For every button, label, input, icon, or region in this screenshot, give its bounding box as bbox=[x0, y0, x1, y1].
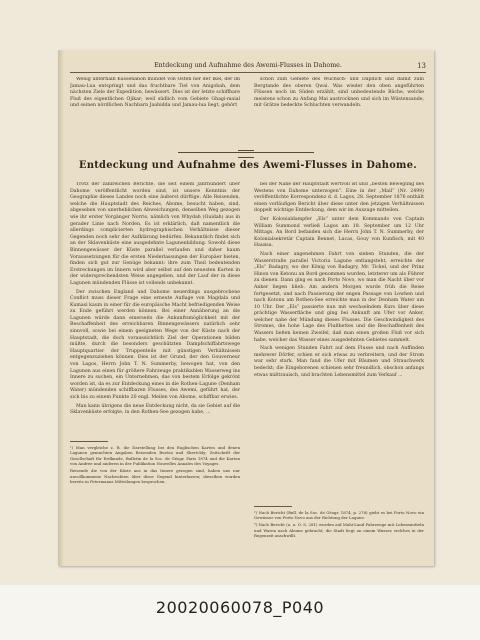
ornamental-divider bbox=[178, 152, 314, 153]
footnote-rule bbox=[70, 441, 108, 442]
running-head-title: Entdeckung und Aufnahme des Awemi-Flusses in Dahome. bbox=[154, 62, 342, 69]
section-title: Entdeckung und Aufnahme des Awemi-Flusses in Dahome. bbox=[79, 160, 417, 171]
footnote: Reisende die von der Küste aus in das Innere gezogen sind, haben uns nur unvollkommene Nachrichten über diese Gegend hinterlassen; dieselben wurden bereits in Petermanns Mitteilungen besprochen. bbox=[70, 468, 240, 484]
paragraph: Nach einer angenehmen Fahrt von sieben Stunden, die der Wasserstraße parallel Victoria Lagune entlangsteht, erreichte der „Els“ Badagry, wo der König von Badagry, Mr. Tickel, und der Prinz Hinon von Ketonu an Bord genommen wurden, letzterer um als Führer zu dienen. Dann ging es nach Porto Novo, wo man die Nacht über vor Anker liegen blieb. Am andern Morgen wurde früh die Reise fortgesetzt, und nach Passierung der engen Passage von Lowhen und nach Kotonu am Rothen-See erreichte man in der Denham Water um 10 Uhr. Der „Els“ passierte nun mit wechselndem Kurs über diese prächtige Wasserfläche und ging bei Ankunft am Ufer vor Anker, welcher nahe der Mündung dieses Flusses. Die Geschwindigkeit des Stromes, die hohe Lage des Flußbettes und die Beschaffenheit des Wassers ließen keinen Zweifel, daß man einen großen Fluß vor sich habe, welcher das Wasser eines ausgedehnten Gebietes sammelt. bbox=[254, 251, 424, 343]
spine-shadow bbox=[58, 50, 64, 566]
body-left-column bbox=[70, 182, 240, 436]
paragraph: Trotz der zahlreichen Berichte, die seit einem Jahrhundert über Dahome veröffentlicht worden sind, ist unsere Kenntnis der Geographie dieses Landes noch eine äußerst dürftige. Alle Reisenden, welche die Hauptstadt des Reiches, Abome, besucht haben, sind, abgesehen von unerheblichen Abweichungen, denselben Weg gezogen wie ihr erster Vorgänger Norris, nämlich von Whydah (Ouidah) aus in gerader Linie nach Norden. Es ist erklärlich, daß namentlich die allerdings complicierten hydrographischen Verhältnisse dieser Gegenden noch sehr der Aufklärung bedürfen. Bekanntlich findet sich an der Sklavenküste eine ausgedehnte Lagunenbildung. Sowohl diese Binnengewässer der Küste parallel verlaufen und daher kaum Voraussetzungen für die ersten Niederlassungen der Europäer bieten, finden sich gut zur Genüge bekannt: ihre zum Theil bedeutenden Erstreckungen im Innern wird aber selbst auf den neuesten Karten in der widersprechendsten Weise angegeben, und der Lauf der in diese Lagunen mündenden Flüsse ist vollends unbekannt. bbox=[70, 182, 240, 286]
paragraph: schon zum Gebiete des Wuchsch- und Dapdich und damit zum Bergtande des oberen Qwai. Was wieder den oben angeführten Flüssen noch im Süden erzählt, sind unbedeutende Bäche, welche meistens schon zu Anfang Mai austrocknen und sich im Wüstensande, mit Grätze bedeckte Schluchten verwandeln. bbox=[254, 77, 424, 109]
paragraph: Man kann übrigens die neue Entdeckung nicht, da sie Gebiet auf die Sklavenküste erfolgte, in den Rothen-See gezogen habe, ... bbox=[70, 403, 240, 416]
top-right-column bbox=[254, 77, 424, 143]
paragraph: Der zwischen England und Dahome neuerdings ausgebrochene Conflict muss dieser Frage eine erneute Auflage von Magdala und Kumasi kaum in einer für die europäische Macht befriedigenden Weise zu Ende geführt werden können. Bei einer Annäherung an die Lagunen würde dann einerseits die Ankunftsmöglichkeit mit der Beschaffenheit des erreichbaren Binnengewässers natürlich sehr sinnvoll, sowie bei einem geeigneten Wege von der Küste nach der Hauptstadt, die doch voraussichtlich Ziel der Operationen bilden müßte, durch die besonders geschützten Dampfschiffahrtswege Hauptquartier der Truppenteile mit günstigen Verhältnissen entgegenzuziehen können. Dies ist der Grund, der den Gouverneur von Lagos, Herrn John T. N. Summerby, bewogen hat, von den Lagunen aus einen für größere Fahrzeuge praktikablen Wasserweg ins Innere zu suchen, ein Unternehmen, das von bestem Erfolge gekrönt worden ist, da es zur Entdeckung eines in die Rothen-Lagune (Denham Water) mündenden schiffbaren Flusses, des Awemi, geführt hat, der sich bis zu einem Punkte 20 engl. Meilen von Abome, schiffbar erwies. bbox=[70, 289, 240, 400]
paragraph: bei der Nähe der Hauptstadt wertvoll ist und „besten Bewegung des Westens von Dahome unterzogen“. Eine in der „Mail“ (Nr. 2499) veröffentlichte Korrespondenz d. d. Lagos, 28. September 1876 enthält einen vorläufigen Bericht über diese unter den jetzigen Verhältnissen doppelt wichtige Entdeckung, dem wir im Auszuge mitteilen. bbox=[254, 182, 424, 214]
footnote-rule bbox=[254, 506, 292, 507]
footnotes-left bbox=[70, 445, 240, 557]
body-right-column bbox=[254, 182, 424, 502]
book-page bbox=[58, 50, 434, 566]
footnotes-right bbox=[254, 510, 424, 558]
page-number: 13 bbox=[417, 62, 426, 70]
paragraph: Wenig unterhalb Kussenahon mündet von Osten her der Ikel, der im Jamau-Lua entspringt und das fruchtbare Tiel von Anigobah, dem nächsten Ziele der Expedition, bewässert. Dies ist der letzte schiffbare Fluß des eigentlichen Ojikar; weil südlich vom Gebiete Ghagi-maial und seinen nördlichen Nachbarn Jaabidda und Jamau-lua liegt, gehört bbox=[70, 77, 240, 109]
footnote: ²) Nach Bericht (Bull. de la Soc. de Géogr. 1874, p. 278) giebt es bei Porto Novo ein Gewässer von Porto Novo aus der Richtung der Lagune. bbox=[254, 510, 424, 521]
footnote: ¹) Man vergleiche z. B. die Darstellung bei den Englischen Karten und denen Lagunen gemachten Angaben Reisenden Burton und Skertchly; Zeitschrift der Gesellschaft für Erdkunde, Bulletin de la Soc. de Géogr. Paris 1874 und die Karten von Andree und anderen in der Publikation Nouvelles Annales des Voyages. bbox=[70, 445, 240, 467]
running-head bbox=[70, 60, 426, 73]
footnote: ³) Nach Bericht (a. a. O. S. 281) wurden auf Mahi-Land Fahrzeuge mit Lebensmitteln und Waren nach Abome gebracht; die Stadt liegt an einem Wasser, welches in der Regenzeit anschwillt. bbox=[254, 522, 424, 539]
archive-id-caption: 20020060078_P040 bbox=[155, 598, 325, 617]
paragraph: Der Kolonialdampfer „Els“ unter dem Kommando von Captain William Summond verließ Lagos am 18. September um 12 Uhr Mittags. An Bord befanden sich die Herrn John T. N. Summerby, der Kolonialsekretär Captain Bennet, Lucas, Gouy von Kunfisch, mit 40 Haussa. bbox=[254, 216, 424, 249]
paragraph: Nach wenigen Stunden Fahrt auf dem Flusse und nach Auffinden mehrerer Dörfer, schien er sich etwas zu verbreitern, und der Strom war sehr stark. Man fand die Ufer mit Bäumen und Strauchwerk bedeckt; die Eingeborenen schienen sehr freundlich, obschon anfangs etwas mißtrauisch, und brachten Lebensmittel zum Verkauf ... bbox=[254, 346, 424, 378]
top-left-column bbox=[70, 77, 240, 143]
